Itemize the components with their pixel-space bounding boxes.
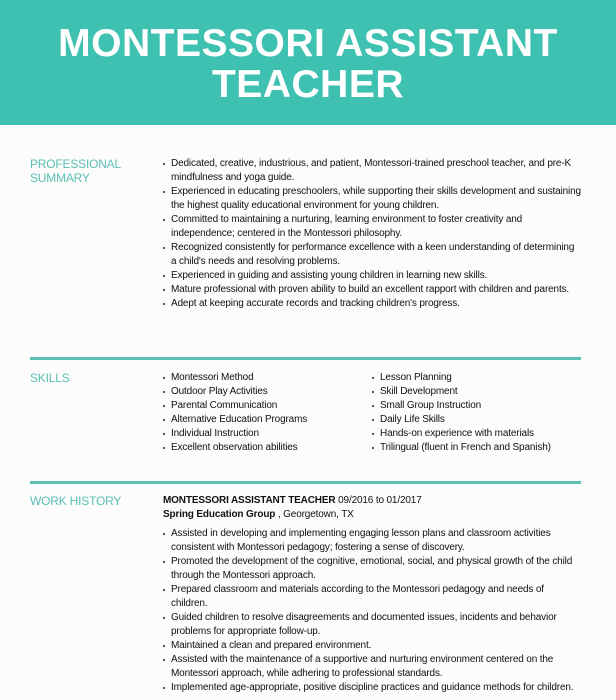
list-item: Mature professional with proven ability to build an excellent rapport with children and parents.: [163, 283, 581, 297]
list-item: Recognized consistently for performance excellence with a keen understanding of determining a child's needs and resolving problems.: [163, 241, 581, 269]
skills-section: [30, 371, 581, 481]
job-heading: [163, 494, 581, 508]
list-item: Small Group Instruction: [372, 399, 581, 413]
section-label: SKILLS: [30, 371, 70, 385]
list-item: Lesson Planning: [372, 371, 581, 385]
list-item: Implemented age-appropriate, positive discipline practices and guidance methods for children.: [163, 681, 581, 695]
job-duties-list: [163, 527, 581, 695]
section-divider: [30, 357, 581, 360]
list-item: Hands-on experience with materials: [372, 427, 581, 441]
resume-header: [0, 0, 616, 125]
list-item: Prepared classroom and materials according to the Montessori pedagogy and needs of children.: [163, 583, 581, 611]
job-dates: 09/2016 to 01/2017: [338, 495, 422, 506]
summary-list: [163, 157, 581, 311]
list-item: Guided children to resolve disagreements and documented issues, incidents and behavior problems for appropriate follow-up.: [163, 611, 581, 639]
list-item: Alternative Education Programs: [163, 413, 372, 427]
list-item: Skill Development: [372, 385, 581, 399]
work-history-section: [30, 494, 581, 695]
resume-title: MONTESSORI ASSISTANT TEACHER: [58, 21, 558, 106]
section-label: PROFESSIONAL SUMMARY: [30, 157, 121, 185]
job-location: , Georgetown, TX: [277, 509, 354, 520]
list-item: Individual Instruction: [163, 427, 372, 441]
skills-list-right: [372, 371, 581, 455]
section-label: WORK HISTORY: [30, 494, 122, 508]
list-item: Dedicated, creative, industrious, and patient, Montessori-trained preschool teacher, and pre-K mindfulness and yoga guide.: [163, 157, 581, 185]
company-name: Spring Education Group: [163, 509, 276, 520]
list-item: Maintained a clean and prepared environment.: [163, 639, 581, 653]
list-item: Montessori Method: [163, 371, 372, 385]
list-item: Trilingual (fluent in French and Spanish): [372, 441, 581, 455]
list-item: Assisted in developing and implementing engaging lesson plans and classroom activities consistent with Montessori pedagogy; fostering a sense of discovery.: [163, 527, 581, 555]
job-title: MONTESSORI ASSISTANT TEACHER: [163, 495, 336, 506]
list-item: Excellent observation abilities: [163, 441, 372, 455]
section-divider: [30, 481, 581, 484]
list-item: Committed to maintaining a nurturing, learning environment to foster creativity and independence; centered in the Montessori philosophy.: [163, 213, 581, 241]
professional-summary-section: [30, 157, 581, 357]
job-employer: [163, 508, 581, 522]
list-item: Experienced in guiding and assisting young children in learning new skills.: [163, 269, 581, 283]
list-item: Assisted with the maintenance of a supportive and nurturing environment centered on the Montessori approach, while adhering to professional standards.: [163, 653, 581, 681]
skills-list-left: [163, 371, 372, 455]
list-item: Daily Life Skills: [372, 413, 581, 427]
list-item: Promoted the development of the cognitive, emotional, social, and physical growth of the child through the Montessori approach.: [163, 555, 581, 583]
list-item: Adept at keeping accurate records and tracking children's progress.: [163, 297, 581, 311]
list-item: Outdoor Play Activities: [163, 385, 372, 399]
list-item: Experienced in educating preschoolers, while supporting their skills development and sustaining the highest quality educational environment for young children.: [163, 185, 581, 213]
list-item: Parental Communication: [163, 399, 372, 413]
